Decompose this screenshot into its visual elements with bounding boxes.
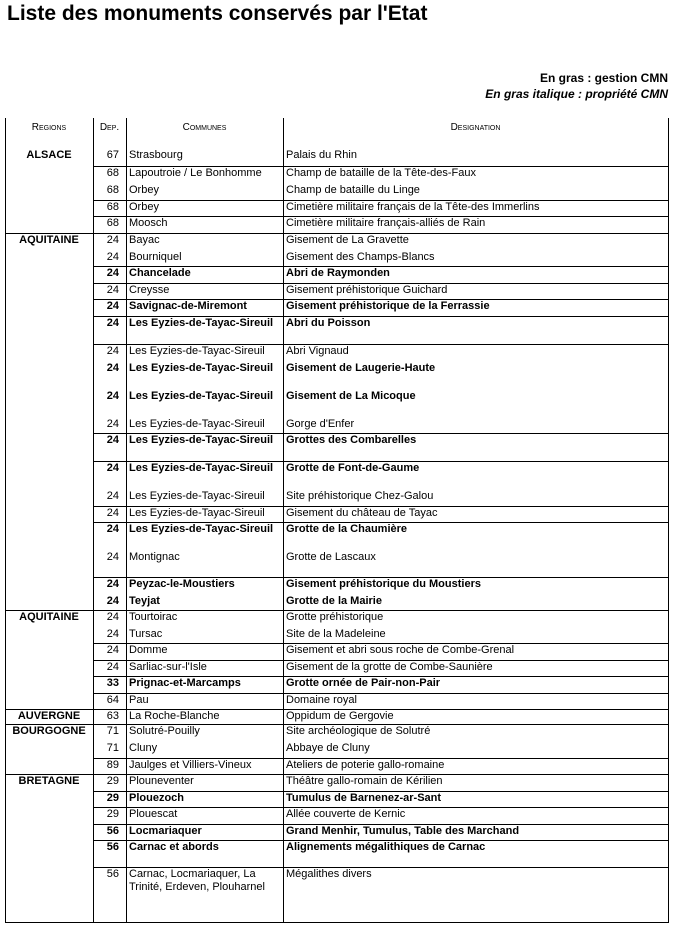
commune-cell: Montignac [129,551,180,563]
dep-cell: 33 [106,677,119,689]
commune-cell: Carnac, Locmariaquer, La Trinité, Erdeven, Plouharnel [129,868,265,893]
dep-cell: 24 [106,234,119,246]
commune-cell: Les Eyzies-de-Tayac-Sireuil [129,362,274,374]
designation-cell: Gisement des Champs-Blancs [286,251,435,263]
dep-cell: 63 [106,710,119,722]
designation-cell: Gorge d'Enfer [286,418,355,430]
dep-cell: 24 [106,462,119,474]
designation-cell: Site de la Madeleine [286,628,386,640]
designation-cell: Grotte de Font-de-Gaume [286,462,420,474]
designation-cell: Mégalithes divers [286,868,372,880]
header-communes: Communes [182,122,227,133]
dep-cell: 29 [106,775,119,787]
header-regions: Regions [31,122,67,133]
commune-cell: Les Eyzies-de-Tayac-Sireuil [129,490,265,502]
designation-cell: Allée couverte de Kernic [286,808,406,820]
commune-cell: Savignac-de-Miremont [129,300,247,312]
commune-cell: Orbey [129,184,159,196]
commune-cell: La Roche-Blanche [129,710,220,722]
dep-cell: 56 [106,841,119,853]
column-divider [126,118,127,922]
designation-cell: Abri de Raymonden [286,267,390,279]
commune-cell: Sarliac-sur-l'Isle [129,661,207,673]
dep-cell: 68 [106,184,119,196]
designation-cell: Domaine royal [286,694,357,706]
designation-cell: Gisement préhistorique de la Ferrassie [286,300,490,312]
dep-cell: 24 [106,267,119,279]
designation-cell: Alignements mégalithiques de Carnac [286,841,486,853]
commune-cell: Les Eyzies-de-Tayac-Sireuil [129,462,274,474]
designation-cell: Grotte préhistorique [286,611,384,623]
region-label: AQUITAINE [19,611,79,623]
designation-cell: Grand Menhir, Tumulus, Table des Marchand [286,825,520,837]
designation-cell: Champ de bataille du Linge [286,184,420,196]
legend-bold: En gras : gestion CMN [539,71,668,85]
region-divider [5,922,669,923]
commune-cell: Peyzac-le-Moustiers [129,578,235,590]
commune-cell: Tourtoirac [129,611,178,623]
dep-cell: 71 [106,742,119,754]
commune-cell: Plouescat [129,808,178,820]
dep-cell: 29 [106,808,119,820]
commune-cell: Les Eyzies-de-Tayac-Sireuil [129,418,265,430]
designation-cell: Gisement préhistorique du Moustiers [286,578,481,590]
designation-cell: Palais du Rhin [286,149,357,161]
commune-cell: Les Eyzies-de-Tayac-Sireuil [129,345,265,357]
header-designation: Designation [450,122,501,133]
commune-cell: Pau [129,694,149,706]
designation-cell: Cimetière militaire français de la Tête-des Immerlins [286,201,540,213]
designation-cell: Site préhistorique Chez-Galou [286,490,434,502]
designation-cell: Abri du Poisson [286,317,371,329]
designation-cell: Abbaye de Cluny [286,742,370,754]
designation-cell: Tumulus de Barnenez-ar-Sant [286,792,442,804]
commune-cell: Les Eyzies-de-Tayac-Sireuil [129,507,265,519]
designation-cell: Site archéologique de Solutré [286,725,431,737]
dep-cell: 24 [106,523,119,535]
commune-cell: Les Eyzies-de-Tayac-Sireuil [129,523,274,535]
commune-cell: Les Eyzies-de-Tayac-Sireuil [129,434,274,446]
commune-cell: Creysse [129,284,170,296]
designation-cell: Gisement de la grotte de Combe-Saunière [286,661,493,673]
dep-cell: 24 [106,507,119,519]
dep-cell: 64 [106,694,119,706]
dep-cell: 24 [106,434,119,446]
dep-cell: 24 [106,362,119,374]
legend-bold-italic: En gras italique : propriété CMN [485,87,668,101]
commune-cell: Teyjat [129,595,160,607]
dep-cell: 56 [106,825,119,837]
commune-cell: Les Eyzies-de-Tayac-Sireuil [129,317,274,329]
region-label: AQUITAINE [19,234,79,246]
dep-cell: 24 [106,611,119,623]
dep-cell: 71 [106,725,119,737]
commune-cell: Jaulges et Villiers-Vineux [129,759,252,771]
dep-cell: 24 [106,317,119,329]
dep-cell: 24 [106,490,119,502]
commune-cell: Orbey [129,201,159,213]
dep-cell: 67 [106,149,119,161]
header-dep: Dep. [99,122,120,133]
dep-cell: 24 [106,578,119,590]
table-border-right [668,118,669,922]
region-label: BRETAGNE [18,775,80,787]
dep-cell: 24 [106,595,119,607]
commune-cell: Locmariaquer [129,825,202,837]
designation-cell: Grotte de la Mairie [286,595,382,607]
designation-cell: Cimetière militaire français-alliés de Rain [286,217,486,229]
dep-cell: 24 [106,418,119,430]
designation-cell: Oppidum de Gergovie [286,710,394,722]
commune-cell: Carnac et abords [129,841,219,853]
designation-cell: Théâtre gallo-romain de Kérilien [286,775,443,787]
commune-cell: Prignac-et-Marcamps [129,677,241,689]
dep-cell: 68 [106,167,119,179]
dep-cell: 24 [106,345,119,357]
designation-cell: Grotte de la Chaumière [286,523,408,535]
designation-cell: Ateliers de poterie gallo-romaine [286,759,445,771]
designation-cell: Gisement de Laugerie-Haute [286,362,436,374]
dep-cell: 24 [106,628,119,640]
dep-cell: 24 [106,551,119,563]
commune-cell: Tursac [129,628,163,640]
commune-cell: Strasbourg [129,149,183,161]
designation-cell: Gisement et abri sous roche de Combe-Grenal [286,644,515,656]
dep-cell: 68 [106,217,119,229]
commune-cell: Domme [129,644,168,656]
designation-cell: Grotte ornée de Pair-non-Pair [286,677,441,689]
commune-cell: Plouneventer [129,775,194,787]
column-divider [283,118,284,922]
page-title: Liste des monuments conservés par l'Etat [7,2,428,25]
commune-cell: Solutré-Pouilly [129,725,200,737]
commune-cell: Lapoutroie / Le Bonhomme [129,167,262,179]
designation-cell: Champ de bataille de la Tête-des-Faux [286,167,476,179]
designation-cell: Gisement de La Gravette [286,234,409,246]
designation-cell: Grottes des Combarelles [286,434,417,446]
commune-cell: Cluny [129,742,158,754]
dep-cell: 89 [106,759,119,771]
commune-cell: Chancelade [129,267,191,279]
designation-cell: Grotte de Lascaux [286,551,376,563]
dep-cell: 24 [106,284,119,296]
commune-cell: Plouezoch [129,792,185,804]
region-label: ALSACE [26,149,72,161]
region-label: BOURGOGNE [12,725,86,737]
dep-cell: 29 [106,792,119,804]
designation-cell: Gisement du château de Tayac [286,507,438,519]
dep-cell: 68 [106,201,119,213]
dep-cell: 24 [106,661,119,673]
designation-cell: Gisement de La Micoque [286,390,416,402]
dep-cell: 24 [106,251,119,263]
dep-cell: 24 [106,300,119,312]
designation-cell: Gisement préhistorique Guichard [286,284,448,296]
commune-cell: Moosch [129,217,168,229]
designation-cell: Abri Vignaud [286,345,349,357]
commune-cell: Les Eyzies-de-Tayac-Sireuil [129,390,274,402]
commune-cell: Bourniquel [129,251,182,263]
dep-cell: 24 [106,390,119,402]
dep-cell: 24 [106,644,119,656]
dep-cell: 56 [106,868,119,880]
region-label: AUVERGNE [17,710,81,722]
commune-cell: Bayac [129,234,160,246]
